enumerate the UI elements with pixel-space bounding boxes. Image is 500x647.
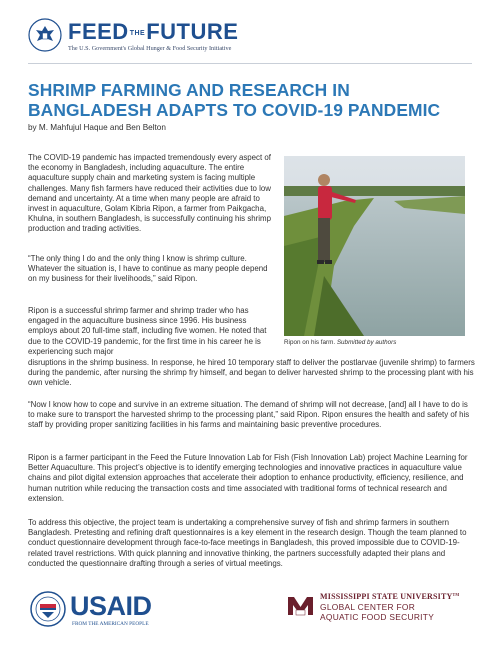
paragraph-2: “The only thing I do and the only thing I know is shrimp culture. Whatever the situation is, I have to continue as many people depend on my business for their livelihoods,” said Ripon. [28, 254, 268, 284]
paragraph-3: Ripon is a successful shrimp farmer and shrimp trader who has engaged in the aquaculture business since 1996. His business employs about 20 full-time staff, including five women. He noted that due to the COVID-19 pandemic, for the first time in his career he is experiencing such major [28, 306, 267, 356]
page-footer [0, 585, 500, 635]
brand-tagline: The U.S. Government's Global Hunger & Food Security Initiative [68, 45, 232, 52]
msu-state-logo-icon [287, 595, 314, 617]
paragraph-1: The COVID-19 pandemic has impacted tremendously every aspect of the economy in Bangladesh, including aquaculture. The entire aquaculture supply chain and marketing system is facing multiple challenges. Many fish farmers have reduced their activities due to low demand and uncertainty. At a time when many people are afraid to invest in aquaculture, Golam Kibria Ripon, a farmer from Paikgacha, Khulna, in southern Bangladesh, is successfully continuing his shrimp production and trading activities. [28, 153, 271, 234]
brand-feed: FEED [68, 19, 129, 44]
usaid-wordmark: USAID [70, 591, 152, 621]
usaid-tagline: FROM THE AMERICAN PEOPLE [72, 621, 149, 627]
usaid-seal-icon [30, 591, 66, 627]
article-byline: by M. Mahfujul Haque and Ben Belton [28, 123, 166, 132]
photo-caption [284, 339, 396, 346]
header-divider [28, 63, 472, 64]
farm-photo [284, 156, 465, 336]
paragraph-6: To address this objective, the project team is undertaking a comprehensive survey of fish and shrimp farmers in southern Bangladesh. Pretesting and refining draft questionnaires is a key element in the research design. Though the team planned to conduct questionnaire development through face-to-face meetings in Bangladesh, this proved impossible due to COVID-19-related travel restrictions. With quick planning and innovative thinking, the partners successfully adapted their plans and conducted the questionnaire drafting through a series of virtual meetings. [28, 518, 467, 568]
brand-future: FUTURE [146, 19, 239, 44]
article-title: SHRIMP FARMING AND RESEARCH IN BANGLADESH ADAPTS TO COVID-19 PANDEMIC [28, 80, 441, 120]
brand-wordmark [68, 19, 238, 45]
msu-name [320, 592, 459, 601]
paragraph-4: “Now I know how to cope and survive in an extreme situation. The demand of shrimp will not decrease, [and] all I have to do is to make sure to transport the harvested shrimp to the processing plant,” said Ripon. Ripon ensures the health and safety of his staff by providing proper sanitizing facilities in his farms and maintaining basic preventive procedures. [28, 400, 470, 430]
msu-center-line-1: GLOBAL CENTER FOR [320, 602, 416, 612]
caption-credit: Submitted by authors [336, 339, 397, 346]
paragraph-3-continued: disruptions in the shrimp business. In response, he hired 10 temporary staff to deliver the postlarvae (juvenile shrimp) to farmers during the pandemic, after nursing the shrimp fry himself, and began to deliver harvested shrimp to the processing plant with his own vehicle. [28, 358, 475, 388]
caption-text: Ripon on his farm. [284, 339, 336, 346]
msu-center-line-2: AQUATIC FOOD SECURITY [320, 612, 435, 622]
msu-trademark: TM [452, 592, 460, 597]
msu-name-text: MISSISSIPPI STATE UNIVERSITY [320, 592, 453, 601]
paragraph-5: Ripon is a farmer participant in the Feed the Future Innovation Lab for Fish (Fish Innovation Lab) project Machine Learning for Better Aquaculture. This project’s objective is to identify emerging technologies and innovative practices in aquaculture value chains and pilot digital extension approaches that accelerate their adoption to enhance productivity, efficiency, resilience, and human nutrition while reducing the transaction costs and time associated with traditional forms of technical research and extension. [28, 453, 468, 503]
brand-the: THE [129, 29, 146, 37]
us-seal-icon [28, 18, 62, 52]
page-header [28, 18, 488, 58]
